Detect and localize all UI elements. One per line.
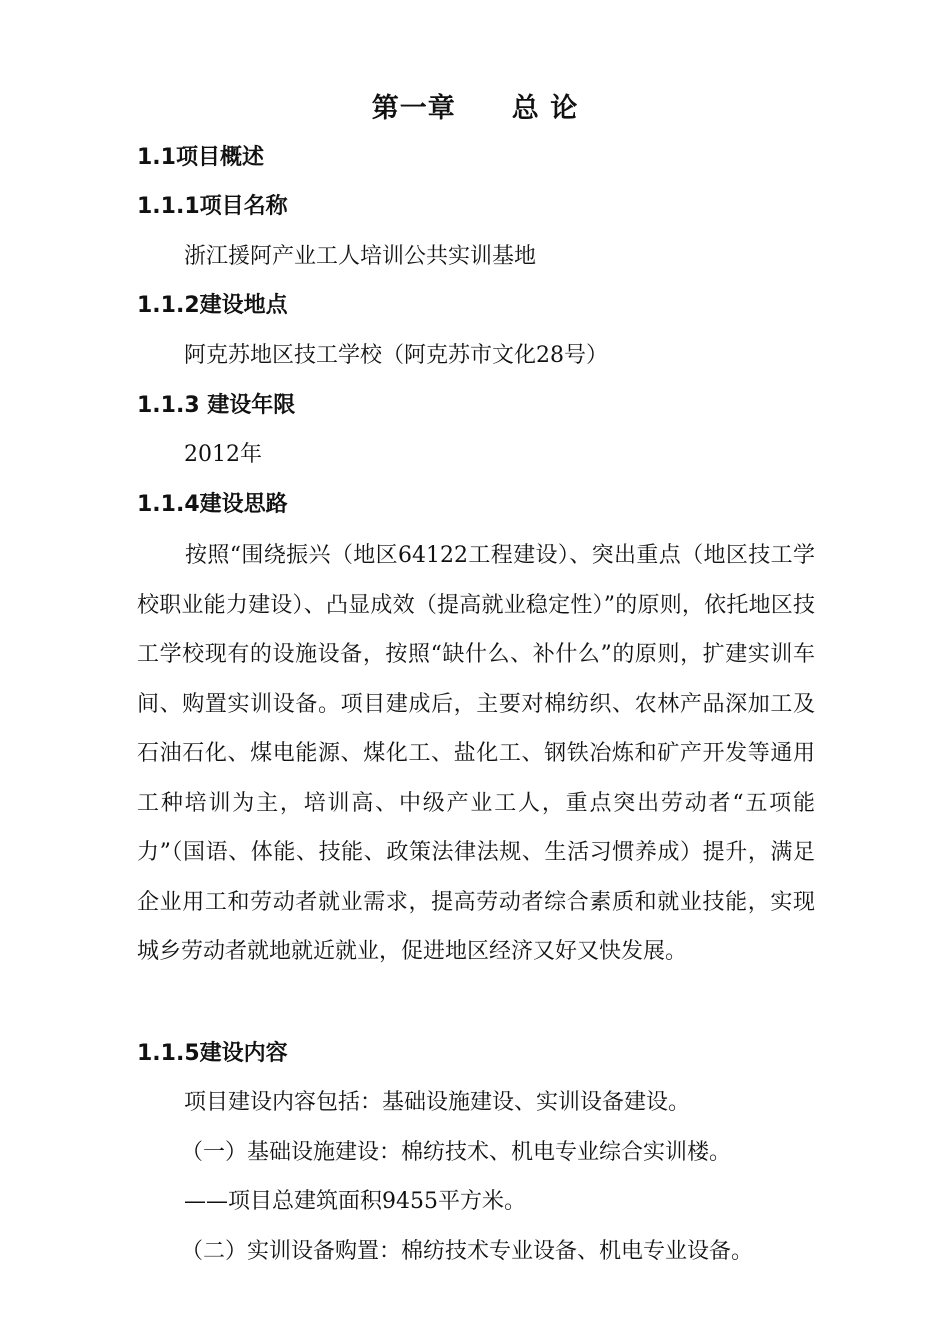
section-heading-1-1-5: 1.1.5建设内容	[137, 1041, 288, 1066]
section-heading-1-1-3: 1.1.3 建设年限	[137, 393, 296, 418]
section-heading-1-1: 1.1项目概述	[137, 145, 264, 170]
chapter-title: 第一章 总 论	[371, 93, 579, 124]
content-item-2: （二）实训设备购置：棉纺技术专业设备、机电专业设备。	[181, 1239, 754, 1264]
project-name-text: 浙江援阿产业工人培训公共实训基地	[184, 244, 537, 269]
content-intro-text: 项目建设内容包括：基础设施建设、实训设备建设。	[184, 1090, 691, 1115]
section-heading-1-1-4: 1.1.4建设思路	[137, 492, 288, 517]
content-item-1: （一）基础设施建设：棉纺技术、机电专业综合实训楼。	[181, 1140, 732, 1165]
approach-paragraph: 按照“围绕振兴（地区64122工程建设）、突出重点（地区技工学校职业能力建设）、凸显成效（提高就业稳定性）”的原则，依托地区技工学校现有的设施设备，按照“缺什么、补什么”的原则，扩建实训车间、购置实训设备。项目建成后，主要对棉纺织、农林产品深加工及石油石化、煤电能源、煤化工、盐化工、钢铁冶炼和矿产开发等通用工种培训为主，培训高、中级产业工人，重点突出劳动者“五项能力”（国语、体能、技能、政策法律法规、生活习惯养成）提升，满足企业用工和劳动者就业需求，提高劳动者综合素质和就业技能，实现城乡劳动者就地就近就业，促进地区经济又好又快发展。	[137, 543, 815, 964]
location-text: 阿克苏地区技工学校（阿克苏市文化28号）	[184, 343, 608, 368]
section-heading-1-1-2: 1.1.2建设地点	[137, 293, 288, 318]
content-item-1-area: ——项目总建筑面积9455平方米。	[184, 1189, 526, 1214]
year-text: 2012年	[184, 442, 262, 467]
section-heading-1-1-1: 1.1.1项目名称	[137, 194, 288, 219]
